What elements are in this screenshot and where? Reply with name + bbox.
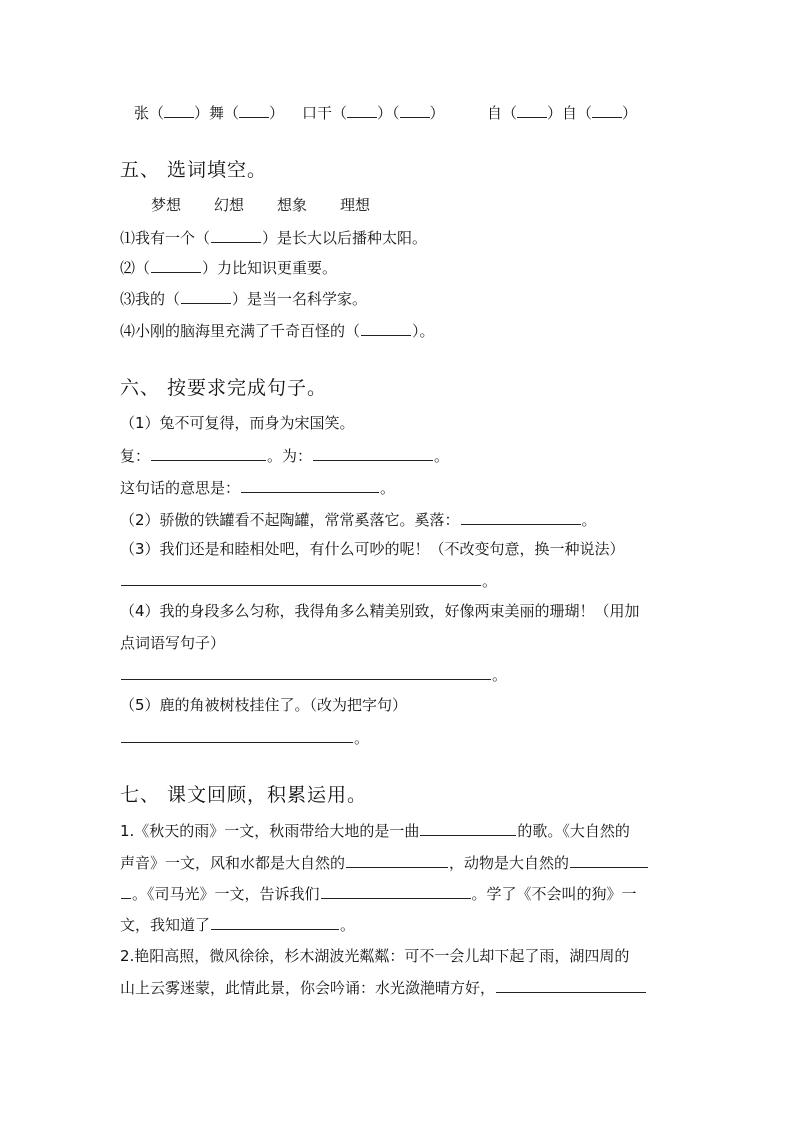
period: 。 xyxy=(581,511,597,529)
s5-q4 xyxy=(120,320,435,341)
period: 。 xyxy=(340,916,356,934)
blank[interactable] xyxy=(347,102,377,118)
s7-text: 山上云雾迷蒙，此情此景，你会吟诵：水光潋滟晴方好， xyxy=(120,979,496,997)
s5-q1-text: ⑴我有一个（ xyxy=(120,229,211,247)
idiom-2-part-a: 口干（ xyxy=(302,104,348,122)
s6-q4-answer xyxy=(120,664,507,685)
s6-fu-wei xyxy=(120,445,449,466)
blank[interactable] xyxy=(361,320,411,336)
blank[interactable] xyxy=(164,102,194,118)
s6-q3-answer xyxy=(120,570,497,591)
period: 。 xyxy=(482,572,498,590)
blank[interactable] xyxy=(239,102,269,118)
fu-label: 复： xyxy=(120,447,151,465)
blank[interactable] xyxy=(400,102,430,118)
s7-text: 。《司马光》一文，告诉我们 xyxy=(132,885,320,903)
section-7-heading: 七、 课文回顾，积累运用。 xyxy=(120,784,368,806)
idiom-2-part-c: ） xyxy=(429,104,445,122)
word-2: 幻想 xyxy=(214,196,245,214)
s6-q5: （5）鹿的角被树枝挂住了。（改为把字句） xyxy=(120,696,408,714)
s7-text: 声音》一文，风和水都是大自然的 xyxy=(120,854,346,872)
idiom-2-part-b: ）（ xyxy=(377,104,400,122)
s7-line5: 2.艳阳高照，微风徐徐，杉木湖波光粼粼：可不一会儿却下起了雨，湖四周的 xyxy=(120,947,630,965)
s5-q4-text: ⑷小刚的脑海里充满了千奇百怪的（ xyxy=(120,322,361,340)
blank[interactable] xyxy=(241,477,379,493)
s7-text: 的歌。《大自然的 xyxy=(517,822,630,840)
s6-q2-text: （2）骄傲的铁罐看不起陶罐，常常奚落它。奚落： xyxy=(120,511,460,529)
blank[interactable] xyxy=(496,977,646,993)
s5-q2-text: ⑵（ xyxy=(120,259,151,277)
s7-text: 文，我知道了 xyxy=(120,916,211,934)
blank[interactable] xyxy=(151,257,201,273)
blank[interactable] xyxy=(570,852,648,868)
idiom-1-part-c: ） xyxy=(269,104,285,122)
s6-q1: （1）兔不可复得，而身为宋国笑。 xyxy=(120,414,355,432)
s6-q3: （3）我们还是和睦相处吧，有什么可吵的呢！（不改变句意，换一种说法） xyxy=(120,540,625,558)
idiom-3-part-a: 自（ xyxy=(487,104,518,122)
word-bank xyxy=(151,195,370,215)
s7-line2 xyxy=(120,852,649,873)
blank[interactable] xyxy=(181,288,231,304)
s6-q2 xyxy=(120,509,597,530)
period: 。 xyxy=(492,666,508,684)
blank[interactable] xyxy=(211,227,261,243)
period: 。 xyxy=(354,729,370,747)
idiom-row xyxy=(134,102,284,123)
idiom-1-part-b: ）舞（ xyxy=(194,104,240,122)
blank[interactable] xyxy=(461,509,581,525)
idiom-1-part-a: 张（ xyxy=(134,104,165,122)
s5-q1-text-b: ）是长大以后播种太阳。 xyxy=(262,229,428,247)
s5-q3-text: ⑶我的（ xyxy=(120,290,181,308)
blank[interactable] xyxy=(517,102,547,118)
blank[interactable] xyxy=(211,914,339,930)
s6-q4-line2: 点词语写句子） xyxy=(120,634,226,652)
answer-line[interactable] xyxy=(121,570,481,586)
s5-q2 xyxy=(120,257,337,278)
s7-line3 xyxy=(120,883,637,904)
s6-q4-line1: （4）我的身段多么匀称，我得角多么精美别致，好像两束美丽的珊瑚！（用加 xyxy=(120,602,640,620)
s5-q4-text-b: ）。 xyxy=(412,322,435,340)
s5-q2-text-b: ）力比知识更重要。 xyxy=(202,259,338,277)
blank[interactable] xyxy=(121,883,131,899)
answer-line[interactable] xyxy=(121,664,491,680)
section-6-heading: 六、 按要求完成句子。 xyxy=(120,377,328,399)
meaning-label: 这句话的意思是： xyxy=(120,479,241,497)
s7-line6 xyxy=(120,977,647,998)
word-1: 梦想 xyxy=(151,196,182,214)
blank[interactable] xyxy=(313,445,433,461)
s5-q3-text-b: ）是当一名科学家。 xyxy=(232,290,368,308)
section-5-heading: 五、 选词填空。 xyxy=(120,159,268,181)
period: 。 xyxy=(380,479,396,497)
wei-label: 。为： xyxy=(267,447,313,465)
blank[interactable] xyxy=(420,820,516,836)
s7-text: ，动物是大自然的 xyxy=(449,854,570,872)
word-4: 理想 xyxy=(340,196,371,214)
s5-q3 xyxy=(120,288,367,309)
s7-line1 xyxy=(120,820,630,841)
s7-line4 xyxy=(120,914,355,935)
period: 。 xyxy=(434,447,450,465)
idiom-row-2 xyxy=(302,102,445,123)
answer-line[interactable] xyxy=(121,727,353,743)
s6-meaning xyxy=(120,477,395,498)
blank[interactable] xyxy=(592,102,622,118)
s7-text: 1.《秋天的雨》一文，秋雨带给大地的是一曲 xyxy=(120,822,420,840)
s6-q5-answer xyxy=(120,727,369,748)
blank[interactable] xyxy=(151,445,266,461)
idiom-3-part-c: ） xyxy=(622,104,638,122)
s7-text: 。学了《不会叫的狗》一 xyxy=(471,885,637,903)
s5-q1 xyxy=(120,227,427,248)
idiom-3-part-b: ）自（ xyxy=(547,104,593,122)
word-3: 想象 xyxy=(277,196,308,214)
blank[interactable] xyxy=(346,852,448,868)
blank[interactable] xyxy=(321,883,471,899)
idiom-row-3 xyxy=(487,102,637,123)
